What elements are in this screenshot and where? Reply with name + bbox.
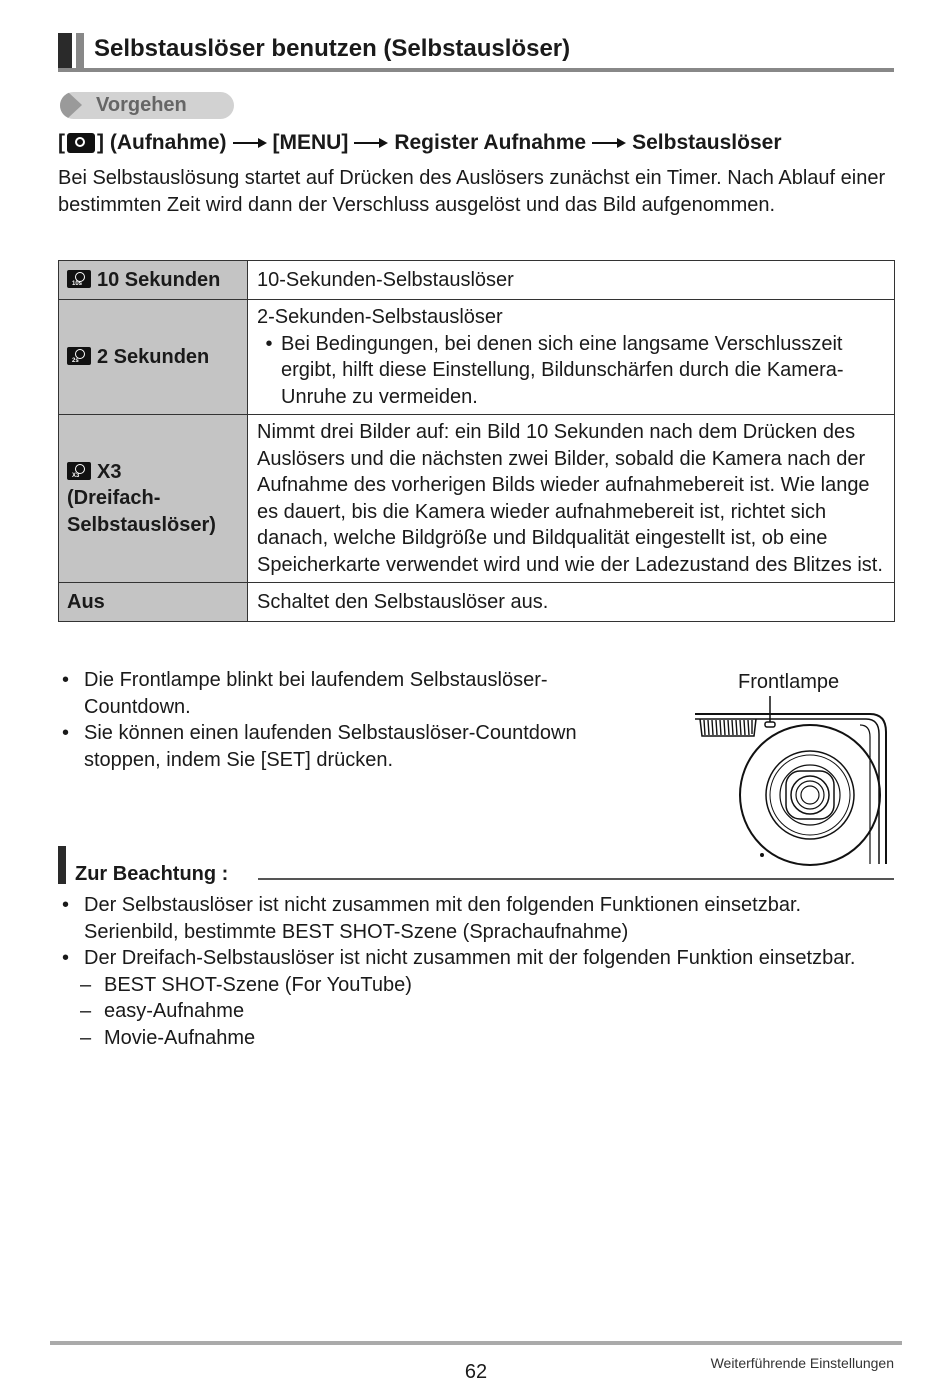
- option-label-cell: [59, 415, 248, 583]
- title-marker: [58, 33, 72, 71]
- camera-icon: [67, 133, 95, 153]
- bullet-mark: •: [62, 669, 70, 691]
- section-name: Weiterführende Einstellungen: [710, 1355, 894, 1371]
- caution-text: Der Dreifach-Selbstauslöser ist nicht zusammen mit der folgenden Funktion einsetzbar.: [84, 947, 856, 969]
- dash-mark: –: [80, 1000, 92, 1022]
- page-number: 62: [464, 1361, 488, 1383]
- option-bullet: [257, 331, 886, 411]
- list-item: [58, 667, 648, 720]
- front-lamp-icon: [765, 722, 775, 727]
- intro-text: Bei Selbstauslösung startet auf Drücken des Auslösers zunächst ein Timer. Nach Ablauf einer bestimmten Zeit wird dann der Verschluss ausgelöst und das Bild aufgenommen.: [58, 167, 886, 216]
- path-open-bracket: [: [58, 131, 65, 154]
- table-row: [59, 583, 895, 622]
- note-text: Die Frontlampe blinkt bei laufendem Selbstauslöser-Countdown.: [84, 669, 548, 718]
- caution-rule: [258, 878, 894, 880]
- page-title: Selbstauslöser benutzen (Selbstauslöser): [94, 35, 571, 62]
- title-marker-secondary: [76, 33, 84, 71]
- bullet-mark: •: [62, 722, 70, 744]
- table-row: [59, 261, 895, 300]
- front-lamp-label: Frontlampe: [738, 671, 840, 693]
- timer-2s-icon: 2s: [67, 347, 91, 365]
- option-description: 2-Sekunden-Selbstauslöser: [257, 306, 503, 328]
- list-subitem: [58, 972, 894, 999]
- bullet-mark: •: [62, 894, 70, 916]
- arrow-right-icon: [354, 137, 388, 149]
- option-label: 2 Sekunden: [97, 345, 210, 368]
- dash-mark: –: [80, 973, 92, 996]
- option-description: 10-Sekunden-Selbstauslöser: [248, 261, 895, 300]
- option-bullet-text: Bei Bedingungen, bei denen sich eine langsame Verschlusszeit ergibt, hilft diese Einstellung, Bildunschärfen durch die Kamera-Unruhe zu vermeiden.: [281, 332, 844, 408]
- option-description-cell: [248, 300, 895, 415]
- list-subitem: [58, 998, 894, 1025]
- option-description: Schaltet den Selbstauslöser aus.: [248, 583, 895, 622]
- procedure-label: Vorgehen: [96, 94, 187, 116]
- caution-marker: [58, 846, 66, 884]
- menu-path: [58, 128, 782, 158]
- table-row: [59, 300, 895, 415]
- bullet-mark: •: [62, 947, 70, 969]
- camera-front-illustration: [690, 692, 895, 872]
- caution-list: [58, 892, 894, 1051]
- caution-heading: Zur Beachtung :: [75, 863, 229, 885]
- option-description: Nimmt drei Bilder auf: ein Bild 10 Sekunden nach dem Drücken des Auslösers und die nächsten zwei Bilder, sobald die Kamera nach der Aufnahme des vorherigen Bilds wieder aufnahmebereit ist. Wie lange es dauert, bis die Kamera wieder aufnahmebereit ist, richtet sich danach, welche Bildgröße und Bildqualität eingestellt ist, ob eine Speicherkarte verwendet wird und wie der Ladezustand des Blitzes ist.: [248, 415, 895, 583]
- list-item: [58, 945, 894, 972]
- list-item: [58, 892, 894, 945]
- caution-subitem-text: BEST SHOT-Szene (For YouTube): [104, 973, 412, 996]
- dash-mark: –: [80, 1026, 92, 1049]
- notes-list: [58, 667, 648, 773]
- caution-subitem-text: easy-Aufnahme: [104, 1000, 245, 1022]
- caution-subitem-text: Movie-Aufnahme: [104, 1026, 256, 1049]
- note-text: Sie können einen laufenden Selbstauslöser-Countdown stoppen, indem Sie [SET] drücken.: [84, 722, 577, 771]
- option-label: Aus: [59, 583, 248, 622]
- table-row: [59, 415, 895, 583]
- list-item: [58, 720, 648, 773]
- option-label: 10 Sekunden: [97, 268, 221, 291]
- timer-options-table: [58, 260, 895, 622]
- path-menu: [MENU]: [272, 131, 349, 154]
- list-subitem: [58, 1025, 894, 1052]
- path-mode: ] (Aufnahme): [97, 131, 227, 154]
- caution-text: Der Selbstauslöser ist nicht zusammen mit den folgenden Funktionen einsetzbar. Serienbild, bestimmte BEST SHOT-Szene (Sprachaufnahme): [84, 894, 802, 943]
- footer-rule: [50, 1341, 902, 1345]
- option-label-detail: (Dreifach-Selbstauslöser): [67, 487, 216, 536]
- arrow-right-icon: [233, 137, 267, 149]
- timer-x3-icon: X3: [67, 462, 91, 480]
- timer-10s-icon: 10s: [67, 270, 91, 288]
- option-label: X3: [97, 460, 122, 483]
- option-label-cell: [59, 261, 248, 300]
- bullet-mark: •: [265, 332, 273, 355]
- arrow-right-icon: [592, 137, 626, 149]
- path-item: Selbstauslöser: [632, 131, 782, 154]
- procedure-pill: [60, 92, 234, 119]
- title-rule: [58, 68, 894, 72]
- path-register: Register Aufnahme: [394, 131, 587, 154]
- option-label-cell: [59, 300, 248, 415]
